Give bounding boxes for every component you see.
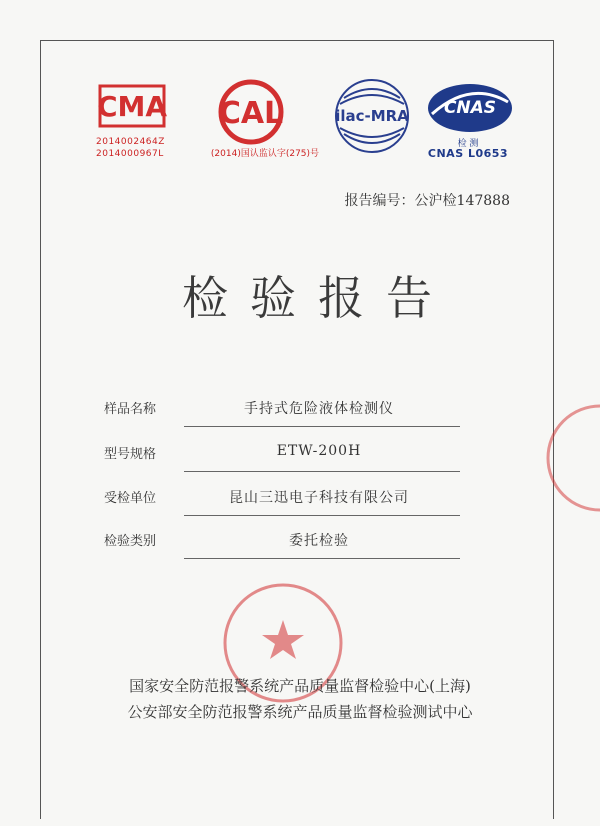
- cal-logo: [214, 78, 288, 146]
- cma-code-1: 2014002464Z: [96, 137, 165, 147]
- field-value: 昆山三迅电子科技有限公司: [229, 490, 409, 506]
- issuer-line-2: 公安部安全防范报警系统产品质量监督检验测试中心: [127, 703, 473, 721]
- certification-logos: [0, 0, 600, 170]
- field-label: 受检单位: [104, 491, 157, 506]
- underline: [184, 426, 460, 427]
- cal-logo-text: CAL: [218, 96, 284, 131]
- cal-caption: (2014)国认监认字(275)号: [210, 149, 320, 159]
- field-sample-name: [104, 398, 464, 438]
- cnas-logo: [424, 80, 516, 138]
- cma-logo-text: CMA: [96, 90, 168, 123]
- field-client: [104, 487, 464, 527]
- issuer-line-1: 国家安全防范报警系统产品质量监督检验中心(上海): [129, 677, 471, 695]
- ilac-mra-logo: [330, 76, 414, 156]
- cma-code-2: 2014000967L: [96, 149, 164, 159]
- field-value: ETW-200H: [276, 443, 362, 459]
- cnas-logo-text: CNAS: [443, 98, 497, 118]
- cma-codes: [96, 136, 196, 160]
- report-number: 报告编号：公沪检147888: [344, 193, 510, 209]
- underline: [184, 558, 460, 559]
- edge-seal: [540, 398, 600, 518]
- page-title: 检验报告: [182, 271, 454, 325]
- field-value: 委托检验: [289, 533, 349, 549]
- field-value: 手持式危险液体检测仪: [244, 401, 394, 417]
- field-label: 检验类别: [104, 534, 157, 549]
- field-category: [104, 530, 464, 570]
- field-model: [104, 443, 464, 483]
- field-label: 型号规格: [104, 447, 157, 462]
- cma-logo: [92, 80, 172, 132]
- field-label: 样品名称: [104, 402, 157, 417]
- ilac-logo-text: ilac-MRA: [335, 107, 409, 125]
- cnas-number: CNAS L0653: [427, 147, 509, 160]
- underline: [184, 471, 460, 472]
- underline: [184, 515, 460, 516]
- cnas-sub: 检 测: [457, 139, 479, 149]
